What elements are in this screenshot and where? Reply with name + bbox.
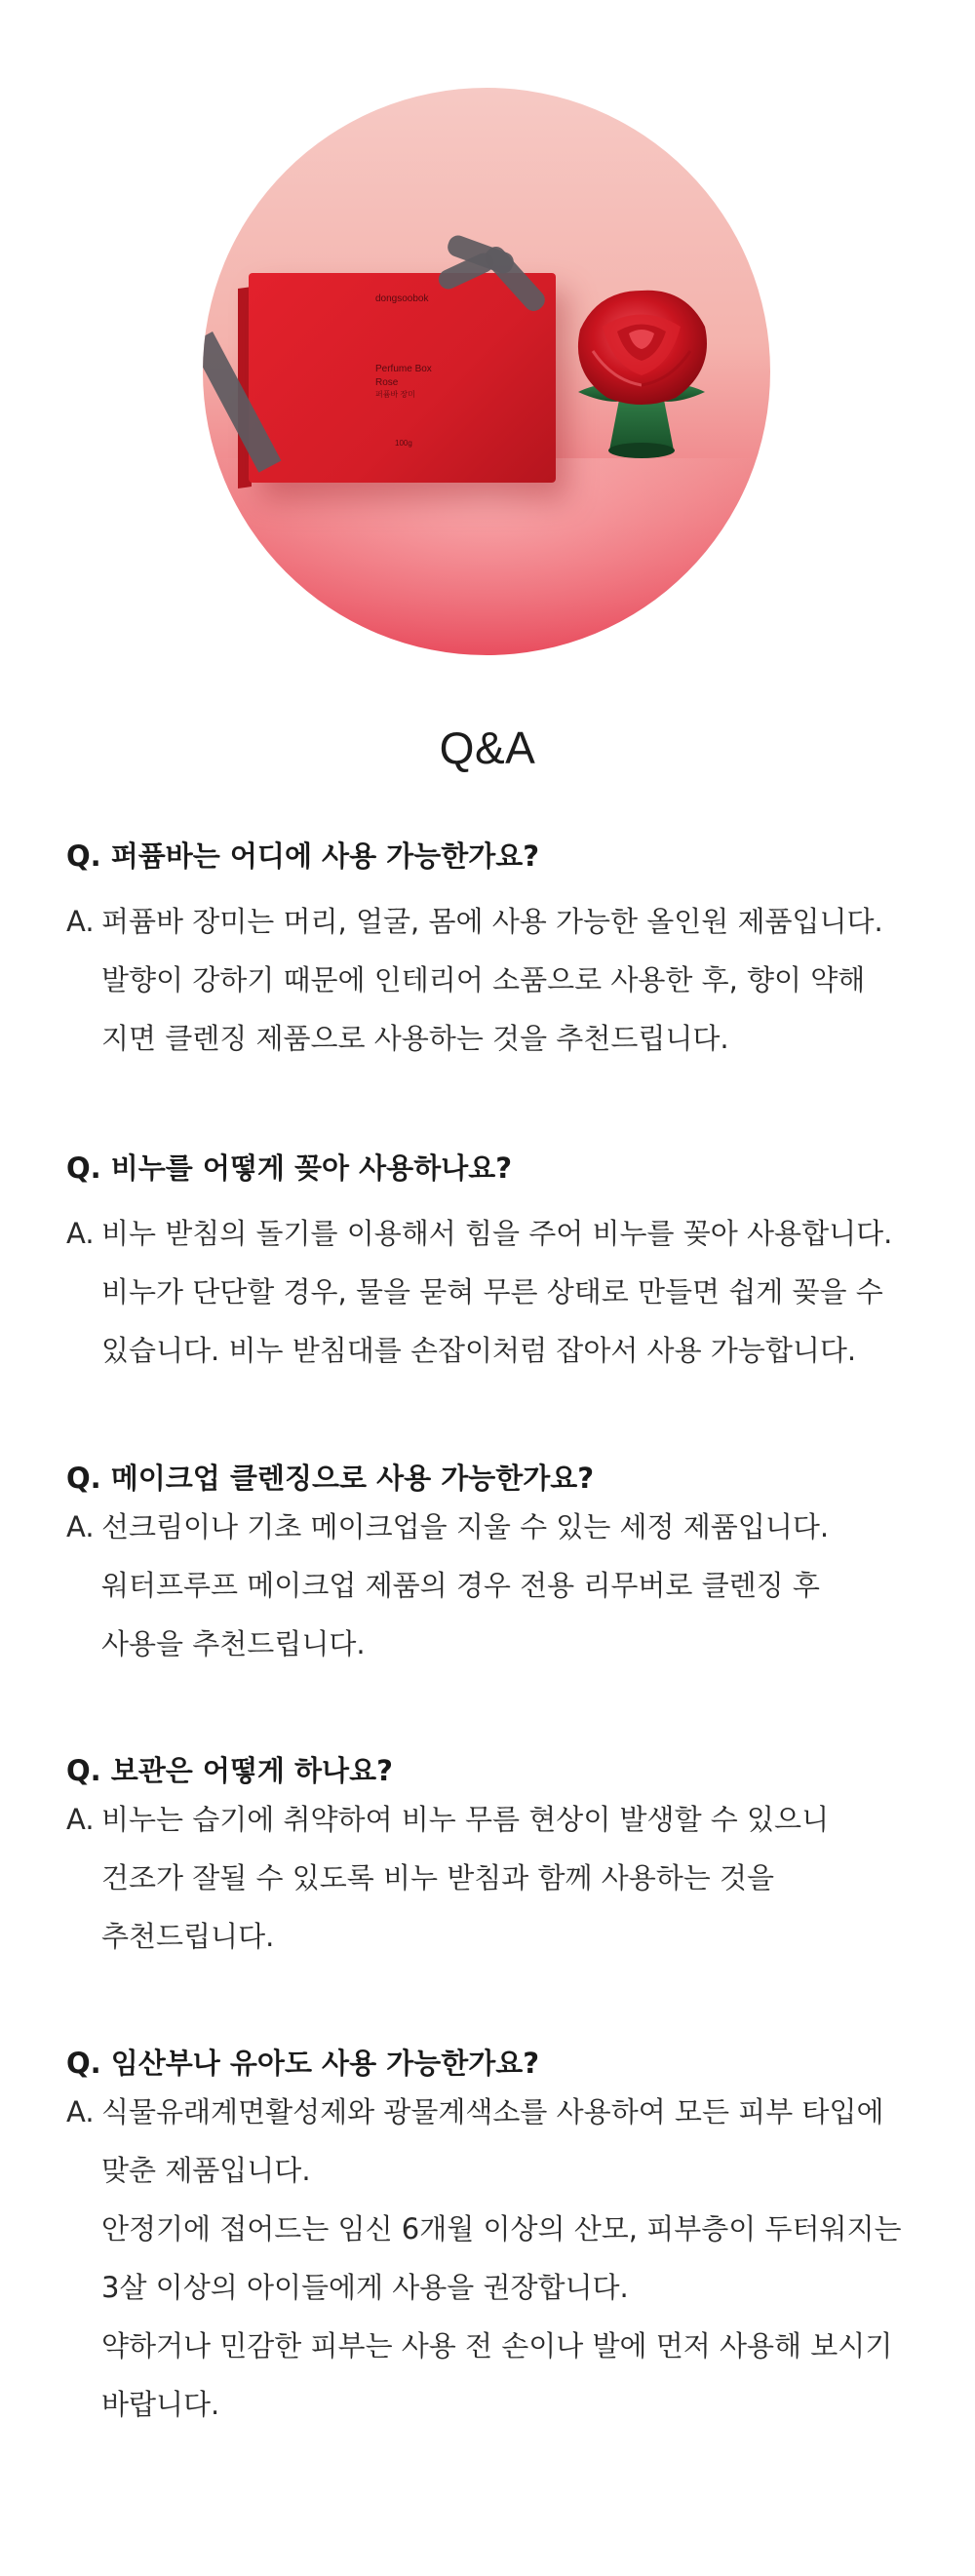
answer-prefix: A. — [66, 905, 95, 938]
box-title-label: Perfume Box — [375, 364, 432, 374]
answer-line: 비누가 단단할 경우, 물을 묻혀 무른 상태로 만들면 쉽게 꽂을 수 — [101, 1275, 883, 1308]
box-brand-label: dongsoobok — [375, 293, 429, 304]
qa-question: Q. 메이크업 클렌징으로 사용 가능한가요? — [66, 1462, 595, 1495]
gift-box — [249, 273, 556, 483]
answer-prefix: A. — [66, 1510, 95, 1543]
answer-line: 있습니다. 비누 받침대를 손잡이처럼 잡아서 사용 가능합니다. — [101, 1334, 857, 1367]
page-title: Q&A — [439, 722, 536, 773]
qa-answer — [66, 892, 924, 1068]
answer-line: 비누는 습기에 취약하여 비누 무름 현상이 발생할 수 있으니 — [101, 1803, 830, 1836]
answer-line: 바랍니다. — [101, 2388, 220, 2421]
answer-line: 워터프루프 메이크업 제품의 경우 전용 리무버로 클렌징 후 — [101, 1569, 820, 1602]
qa-question: Q. 퍼퓸바는 어디에 사용 가능한가요? — [66, 839, 540, 873]
answer-line: 사용을 추천드립니다. — [101, 1627, 366, 1660]
box-korean-label: 퍼퓸바 장미 — [375, 390, 415, 399]
answer-line: 건조가 잘될 수 있도록 비누 받침과 함께 사용하는 것을 — [101, 1861, 775, 1894]
box-weight-label: 100g — [395, 439, 412, 448]
qa-item — [66, 1149, 924, 1380]
answer-prefix: A. — [66, 1217, 95, 1250]
qa-item — [66, 1459, 924, 1673]
answer-line: 선크림이나 기초 메이크업을 지울 수 있는 세정 제품입니다. — [101, 1510, 830, 1543]
answer-line: 약하거나 민감한 피부는 사용 전 손이나 발에 먼저 사용해 보시기 — [101, 2329, 893, 2362]
rose-soap-illustration — [559, 283, 724, 478]
qa-question: Q. 비누를 어떻게 꽂아 사용하나요? — [66, 1151, 513, 1185]
qa-item — [66, 1751, 924, 1966]
answer-line: 식물유래계면활성제와 광물계색소를 사용하여 모든 피부 타입에 — [101, 2095, 884, 2128]
hero-product-image — [203, 88, 770, 655]
answer-prefix: A. — [66, 2095, 95, 2128]
qa-answer — [66, 1790, 924, 1966]
qa-answer — [66, 1498, 924, 1673]
answer-line: 발향이 강하기 때문에 인테리어 소품으로 사용한 후, 향이 약해 — [101, 963, 866, 996]
floor-shadow — [203, 458, 770, 653]
qa-answer — [66, 2083, 924, 2434]
qa-item — [66, 2044, 924, 2434]
qa-item — [66, 837, 924, 1068]
box-subtitle-label: Rose — [375, 377, 399, 388]
answer-line: 3살 이상의 아이들에게 사용을 권장합니다. — [101, 2271, 629, 2304]
answer-prefix: A. — [66, 1803, 95, 1836]
answer-line: 퍼퓸바 장미는 머리, 얼굴, 몸에 사용 가능한 올인원 제품입니다. — [101, 905, 883, 938]
qa-question: Q. 임산부나 유아도 사용 가능한가요? — [66, 2047, 540, 2080]
answer-line: 지면 클렌징 제품으로 사용하는 것을 추천드립니다. — [101, 1022, 729, 1055]
answer-line: 비누 받침의 돌기를 이용해서 힘을 주어 비누를 꽂아 사용합니다. — [101, 1217, 893, 1250]
qa-answer — [66, 1204, 924, 1380]
answer-line: 맞춘 제품입니다. — [101, 2154, 311, 2187]
qa-question: Q. 보관은 어떻게 하나요? — [66, 1754, 393, 1787]
answer-line: 추천드립니다. — [101, 1920, 275, 1953]
answer-line: 안정기에 접어드는 임신 6개월 이상의 산모, 피부층이 두터워지는 — [101, 2212, 902, 2245]
